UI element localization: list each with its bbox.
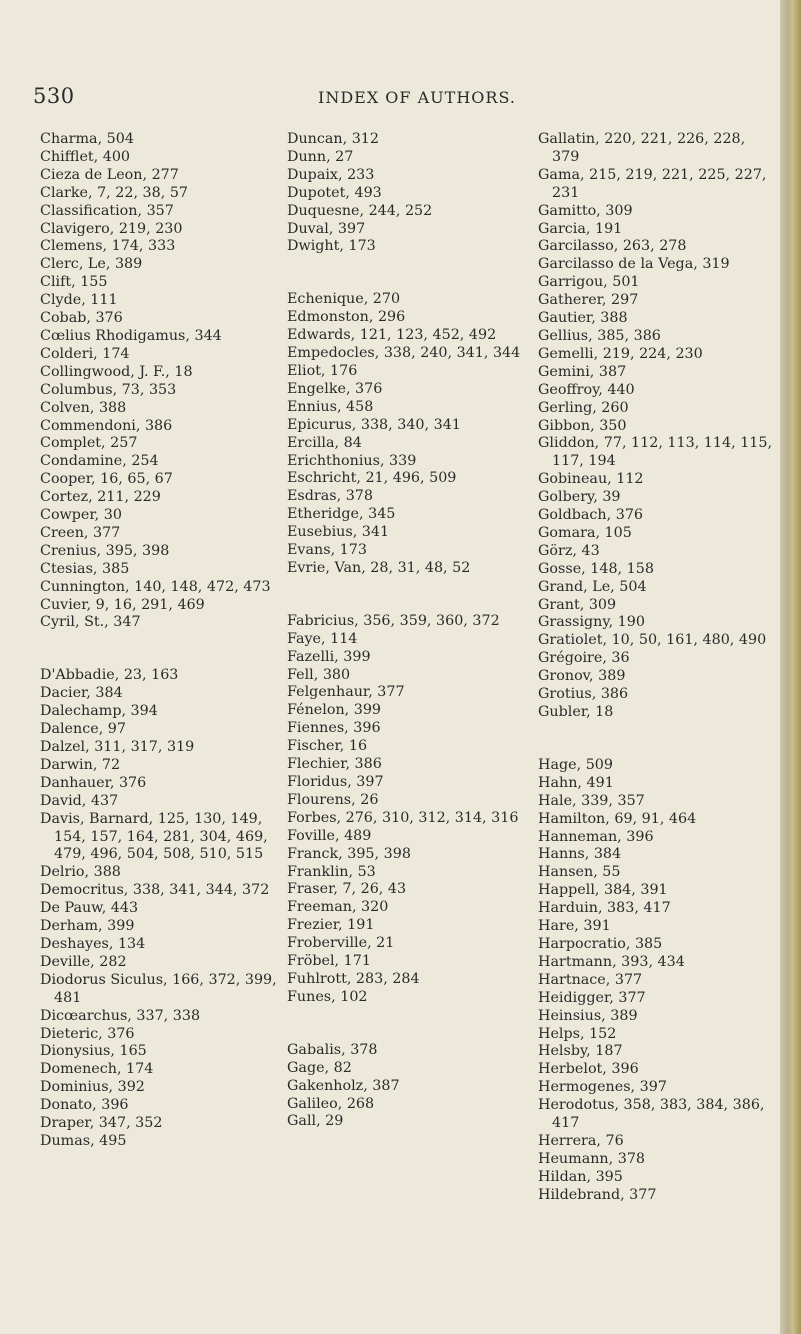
index-entry: Gallatin, 220, 221, 226, 228, 379 [538,131,746,165]
index-entry: Deville, 282 [40,953,127,970]
index-entry: Darwin, 72 [40,756,121,773]
index-entry: Dunn, 27 [287,148,354,165]
index-entry: Delrio, 388 [40,864,121,881]
index-entry: Gatherer, 297 [538,292,639,309]
letter-group-gap [287,578,532,613]
index-entry: Hartnace, 377 [538,971,643,988]
index-entry: Cuvier, 9, 16, 291, 469 [40,596,205,613]
letter-group-gap [538,722,776,757]
page-edge [780,0,801,1334]
index-entry: Gemelli, 219, 224, 230 [538,345,703,362]
index-entry: Clerc, Le, 389 [40,256,143,273]
index-entry: Cooper, 16, 65, 67 [40,471,173,488]
index-entry: Complet, 257 [40,435,138,452]
index-entry: Dupotet, 493 [287,184,382,201]
index-entry: Dieteric, 376 [40,1025,135,1042]
index-entry: Herbelot, 396 [538,1061,639,1078]
index-entry: Garcilasso de la Vega, 319 [538,256,730,273]
index-entry: Fénelon, 399 [287,702,382,719]
index-entry: Herodotus, 358, 383, 384, 386, 417 [538,1097,765,1132]
index-entry: Happell, 384, 391 [538,882,668,899]
index-entry: Fazelli, 399 [287,648,371,665]
index-entry: Fabricius, 356, 359, 360, 372 [287,612,500,629]
index-entry: Hartmann, 393, 434 [538,953,685,970]
index-entry: Cyril, St., 347 [40,614,141,631]
index-entry: Domenech, 174 [40,1061,154,1078]
index-entry: Danhauer, 376 [40,774,147,791]
index-column-1 [40,131,280,1151]
index-entry: Gronov, 389 [538,668,626,685]
index-entry: Condamine, 254 [40,453,159,470]
index-entry: Grand, Le, 504 [538,578,647,595]
index-entry: Flechier, 386 [287,756,382,773]
running-head: INDEX OF AUTHORS. [318,88,516,107]
index-entry: Clift, 155 [40,274,108,291]
index-entry: Duval, 397 [287,220,366,237]
index-entry: Classification, 357 [40,202,174,219]
index-entry: Cobab, 376 [40,310,123,327]
index-entry: Gosse, 148, 158 [538,560,654,577]
index-entry: Harpocratio, 385 [538,935,663,952]
letter-group-gap [40,632,280,667]
index-entry: Hermogenes, 397 [538,1079,667,1096]
index-entry: Forbes, 276, 310, 312, 314, 316 [287,809,519,826]
index-entry: Evrie, Van, 28, 31, 48, 52 [287,559,471,576]
index-entry: Foville, 489 [287,827,372,844]
index-entry: Erichthonius, 339 [287,452,417,469]
index-entry: Eusebius, 341 [287,524,390,541]
index-entry: Froberville, 21 [287,935,395,952]
index-entry: Grégoire, 36 [538,650,630,667]
index-entry: Hale, 339, 357 [538,792,645,809]
index-entry: Dionysius, 165 [40,1043,147,1060]
index-entry: Gratiolet, 10, 50, 161, 480, 490 [538,632,767,649]
index-entry: David, 437 [40,792,119,809]
index-entry: Chifflet, 400 [40,148,131,165]
index-entry: Goldbach, 376 [538,507,644,524]
index-entry: Collingwood, J. F., 18 [40,363,193,380]
index-entry: Golbery, 39 [538,489,621,506]
index-entry: Gama, 215, 219, 221, 225, 227, 231 [538,166,767,201]
index-entry: Cieza de Leon, 277 [40,166,179,183]
index-entry: Heinsius, 389 [538,1007,638,1024]
index-entry: Helps, 152 [538,1025,617,1042]
index-entry: Charma, 504 [40,131,134,147]
index-entry: Hamilton, 69, 91, 464 [538,810,697,827]
index-entry: Engelke, 376 [287,380,383,397]
index-entry: Hildebrand, 377 [538,1186,657,1203]
index-entry: Gautier, 388 [538,310,628,327]
index-entry: Columbus, 73, 353 [40,381,177,398]
index-entry: Gibbon, 350 [538,417,627,434]
index-entry: Gakenholz, 387 [287,1077,400,1094]
index-entry: Görz, 43 [538,542,600,559]
index-entry: Fischer, 16 [287,738,368,755]
index-entry: Heumann, 378 [538,1150,646,1167]
index-entry: Davis, Barnard, 125, 130, 149, 154, 157, 164, 281, 304, 469, 479, 496, 504, 508, 510, 515 [40,810,268,863]
index-entry: Eliot, 176 [287,362,358,379]
index-entry: Eschricht, 21, 496, 509 [287,470,457,487]
index-entry: Heidigger, 377 [538,989,646,1006]
index-entry: Fraser, 7, 26, 43 [287,881,407,898]
index-entry: Geoffroy, 440 [538,381,635,398]
index-entry: Colderi, 174 [40,345,130,362]
index-entry: Deshayes, 134 [40,935,146,952]
index-entry: Dalzel, 311, 317, 319 [40,739,195,755]
index-entry: Cowper, 30 [40,507,122,524]
index-entry: Cunnington, 140, 148, 472, 473 [40,578,271,595]
index-entry: Gobineau, 112 [538,471,644,488]
letter-group-gap [287,256,532,291]
index-entry: Fell, 380 [287,666,351,683]
index-column-2 [287,131,532,1131]
index-entry: Hare, 391 [538,918,611,935]
index-entry: Clavigero, 219, 230 [40,220,183,237]
index-entry: Edwards, 121, 123, 452, 492 [287,327,497,344]
index-entry: Crenius, 395, 398 [40,542,170,559]
index-entry: Dominius, 392 [40,1079,145,1096]
index-entry: Cœlius Rhodigamus, 344 [40,327,222,344]
index-column-3 [538,131,776,1205]
index-entry: Dalechamp, 394 [40,703,158,720]
index-entry: Hanns, 384 [538,846,622,863]
index-entry: Duncan, 312 [287,131,379,147]
index-entry: Dumas, 495 [40,1132,127,1149]
index-entry: Grant, 309 [538,596,617,613]
index-entry: Gall, 29 [287,1113,344,1130]
index-entry: Dacier, 384 [40,685,123,702]
index-entry: Harduin, 383, 417 [538,900,671,917]
index-entry: Clyde, 111 [40,292,118,309]
index-entry: Ercilla, 84 [287,434,362,451]
index-entry: Clarke, 7, 22, 38, 57 [40,184,189,201]
index-entry: D'Abbadie, 23, 163 [40,667,179,684]
page-header [0,84,780,114]
index-entry: Diodorus Siculus, 166, 372, 399, 481 [40,971,277,1006]
index-entry: Galileo, 268 [287,1095,375,1112]
index-entry: Empedocles, 338, 240, 341, 344 [287,345,521,362]
index-entry: Helsby, 187 [538,1043,623,1060]
index-entry: Echenique, 270 [287,291,401,308]
index-entry: Edmonston, 296 [287,309,406,326]
index-entry: Hansen, 55 [538,864,621,881]
index-entry: Garcia, 191 [538,220,623,237]
index-entry: Gamitto, 309 [538,202,633,219]
index-entry: Floridus, 397 [287,774,384,790]
index-entry: Dalence, 97 [40,721,126,738]
index-entry: Dupaix, 233 [287,166,375,183]
index-entry: Gubler, 18 [538,704,614,720]
index-entry: Freeman, 320 [287,899,389,916]
index-entry: Fröbel, 171 [287,953,371,970]
index-entry: Duquesne, 244, 252 [287,202,433,219]
index-entry: Fiennes, 396 [287,720,381,737]
index-entry: Flourens, 26 [287,791,379,808]
index-entry: Gomara, 105 [538,524,632,541]
index-entry: Democritus, 338, 341, 344, 372 [40,882,270,899]
index-entry: Etheridge, 345 [287,506,396,523]
index-entry: Hage, 509 [538,756,613,773]
index-entry: Hahn, 491 [538,774,614,791]
index-entry: Hildan, 395 [538,1168,623,1185]
index-entry: Funes, 102 [287,988,368,1005]
index-entry: Gerling, 260 [538,399,629,416]
index-entry: De Pauw, 443 [40,900,139,917]
index-entry: Colven, 388 [40,399,127,416]
index-entry: Commendoni, 386 [40,417,173,434]
index-entry: Hanneman, 396 [538,828,654,845]
index-entry: Garrigou, 501 [538,274,640,291]
index-entry: Draper, 347, 352 [40,1115,163,1132]
index-entry: Faye, 114 [287,630,358,647]
index-entry: Gliddon, 77, 112, 113, 114, 115, 117, 194 [538,435,773,470]
index-entry: Derham, 399 [40,918,135,935]
index-entry: Grotius, 386 [538,686,629,703]
index-entry: Epicurus, 338, 340, 341 [287,416,461,433]
index-entry: Gage, 82 [287,1059,352,1076]
index-entry: Cortez, 211, 229 [40,489,161,506]
index-entry: Clemens, 174, 333 [40,238,176,255]
index-entry: Fuhlrott, 283, 284 [287,970,420,987]
index-entry: Gabalis, 378 [287,1041,378,1058]
page-number: 530 [33,84,75,108]
index-entry: Garcilasso, 263, 278 [538,238,687,255]
index-entry: Gellius, 385, 386 [538,327,661,344]
index-entry: Ctesias, 385 [40,560,130,577]
index-entry: Franklin, 53 [287,863,376,880]
index-entry: Frezier, 191 [287,917,375,934]
index-entry: Donato, 396 [40,1097,129,1114]
index-entry: Evans, 173 [287,542,367,559]
index-entry: Esdras, 378 [287,488,373,505]
index-entry: Dwight, 173 [287,238,376,255]
index-entry: Dicœarchus, 337, 338 [40,1007,201,1024]
index-entry: Herrera, 76 [538,1132,624,1149]
index-entry: Ennius, 458 [287,398,374,415]
index-entry: Gemini, 387 [538,363,627,380]
index-entry: Grassigny, 190 [538,614,645,631]
index-entry: Creen, 377 [40,524,121,541]
letter-group-gap [287,1007,532,1042]
index-entry: Felgenhaur, 377 [287,684,405,701]
index-entry: Franck, 395, 398 [287,845,411,862]
